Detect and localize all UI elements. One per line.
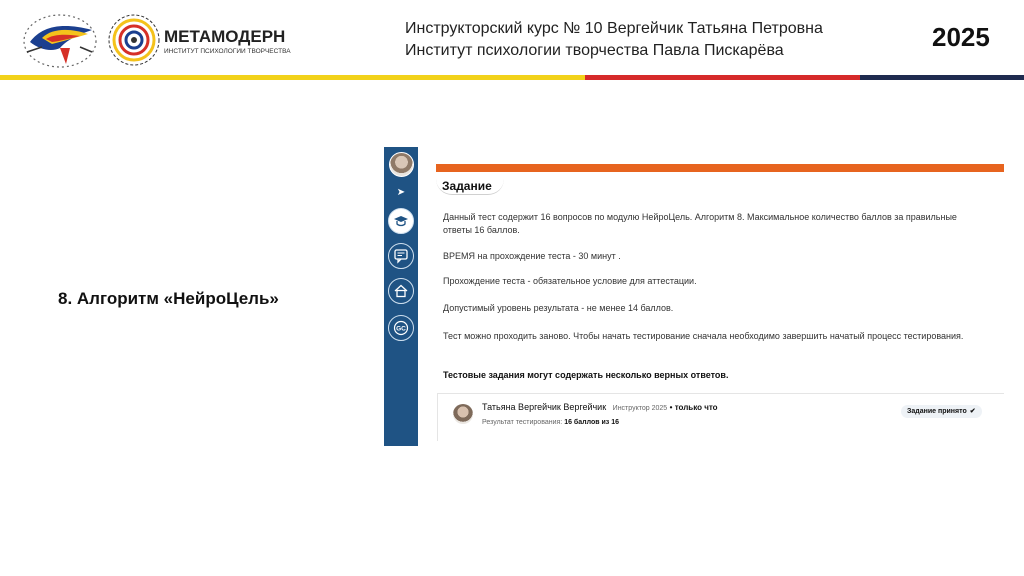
task-paragraph-3: Прохождение теста - обязательное условие для аттестации.: [443, 276, 697, 286]
send-icon[interactable]: ➤: [396, 187, 406, 198]
task-paragraph-4: Допустимый уровень результата - не менее 14 баллов.: [443, 303, 674, 313]
header-text: [405, 18, 823, 62]
year-label: 2025: [932, 22, 990, 52]
result-value: 16 баллов из 16: [564, 419, 619, 426]
task-paragraph-2: ВРЕМЯ на прохождение теста - 30 минут .: [443, 251, 621, 261]
status-label: Задание принято: [907, 408, 967, 415]
logo-sub-text: ИНСТИТУТ ПСИХОЛОГИИ ТВОРЧЕСТВА: [164, 48, 291, 55]
task-title: Задание: [442, 179, 492, 193]
comment-time: • только что: [669, 403, 718, 412]
stripe-navy: [860, 75, 1024, 80]
avatar[interactable]: [389, 152, 414, 177]
header-line-1: Инструкторский курс № 10 Вергейчик Татьяна Петровна: [405, 20, 823, 37]
status-badge: [901, 405, 982, 418]
house-icon[interactable]: [388, 278, 414, 304]
task-paragraph-5: Тест можно проходить заново. Чтобы начать тестирование сначала необходимо завершить начатый процесс тестирования.: [443, 331, 964, 341]
stripe-yellow: [0, 75, 585, 80]
orange-bar: [436, 164, 1004, 172]
sidebar: [384, 147, 418, 446]
graduation-cap-icon[interactable]: [388, 208, 414, 234]
spiral-logo: [109, 15, 159, 65]
avatar[interactable]: [453, 404, 473, 424]
check-icon: ✔: [969, 408, 976, 415]
result-label: Результат тестирования:: [482, 419, 563, 426]
emblem-logo: [24, 15, 96, 67]
gc-label: GC: [396, 325, 406, 333]
gc-icon[interactable]: [388, 315, 414, 341]
logo-main-text: МЕТАМОДЕРН: [164, 27, 286, 46]
header-line-2: Институт психологии творчества Павла Пискарёва: [405, 42, 784, 59]
task-paragraph-1: Данный тест содержит 16 вопросов по модулю НейроЦель. Алгоритм 8. Максимальное количество баллов за правильные ответы 16 баллов.: [443, 212, 957, 235]
comment-role: Инструктор 2025: [612, 405, 668, 412]
header-logos: [22, 8, 322, 72]
slide-title: 8. Алгоритм «НейроЦель»: [58, 289, 279, 308]
stripe-red: [585, 75, 860, 80]
comment-header: [482, 402, 718, 412]
comment-result: [482, 419, 619, 426]
chat-icon[interactable]: [388, 243, 414, 269]
comment-card: [437, 393, 1004, 441]
metamodern-logo-group: [22, 8, 322, 72]
task-bold-note: Тестовые задания могут содержать несколько верных ответов.: [443, 370, 729, 380]
task-screenshot: [384, 147, 1024, 446]
comment-author[interactable]: Татьяна Вергейчик Вергейчик: [482, 402, 607, 412]
